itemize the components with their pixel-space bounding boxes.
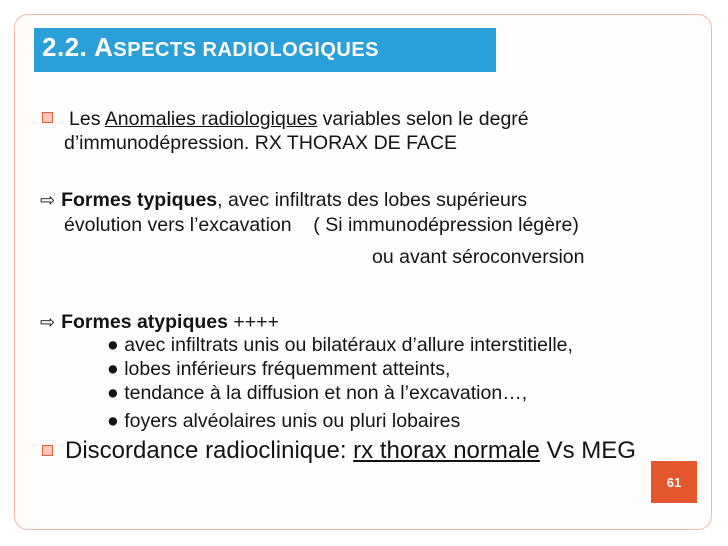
bullet-4: Discordance radioclinique: rx thorax normale Vs MEG [42, 437, 636, 465]
bullet-2-line-2: évolution vers l’excavation ( Si immunodépression légère) [64, 214, 579, 236]
bullet-3: ⇨ Formes atypiques ++++ [40, 311, 279, 333]
bullet-2-line-3: ou avant séroconversion [372, 246, 585, 268]
right-arrow-icon: ⇨ [40, 190, 56, 210]
bullet-2: ⇨ Formes typiques, avec infiltrats des lobes supérieurs [40, 189, 528, 211]
bullet-1: Les Anomalies radiologiques variables selon le degré [42, 108, 529, 131]
square-bullet-icon [42, 445, 53, 456]
bullet-3-item: ● tendance à la diffusion et non à l’excavation…, [107, 382, 528, 404]
right-arrow-icon: ⇨ [40, 312, 56, 332]
bullet-1-line-2: d’immunodépression. RX THORAX DE FACE [64, 132, 458, 154]
square-bullet-icon [42, 112, 53, 123]
bullet-3-item: ● foyers alvéolaires unis ou pluri lobaires [107, 410, 461, 432]
anomalies-link: Anomalies radiologiques [104, 108, 318, 130]
bullet-3-item: ● lobes inférieurs fréquemment atteints, [107, 358, 451, 380]
bullet-3-item: ● avec infiltrats unis ou bilatéraux d’allure interstitielle, [107, 334, 573, 356]
slide-title: 2.2. ASPECTS RADIOLOGIQUES [42, 32, 380, 62]
rx-thorax-link: rx thorax normale [353, 437, 540, 464]
page-number-badge: 61 [651, 461, 697, 503]
